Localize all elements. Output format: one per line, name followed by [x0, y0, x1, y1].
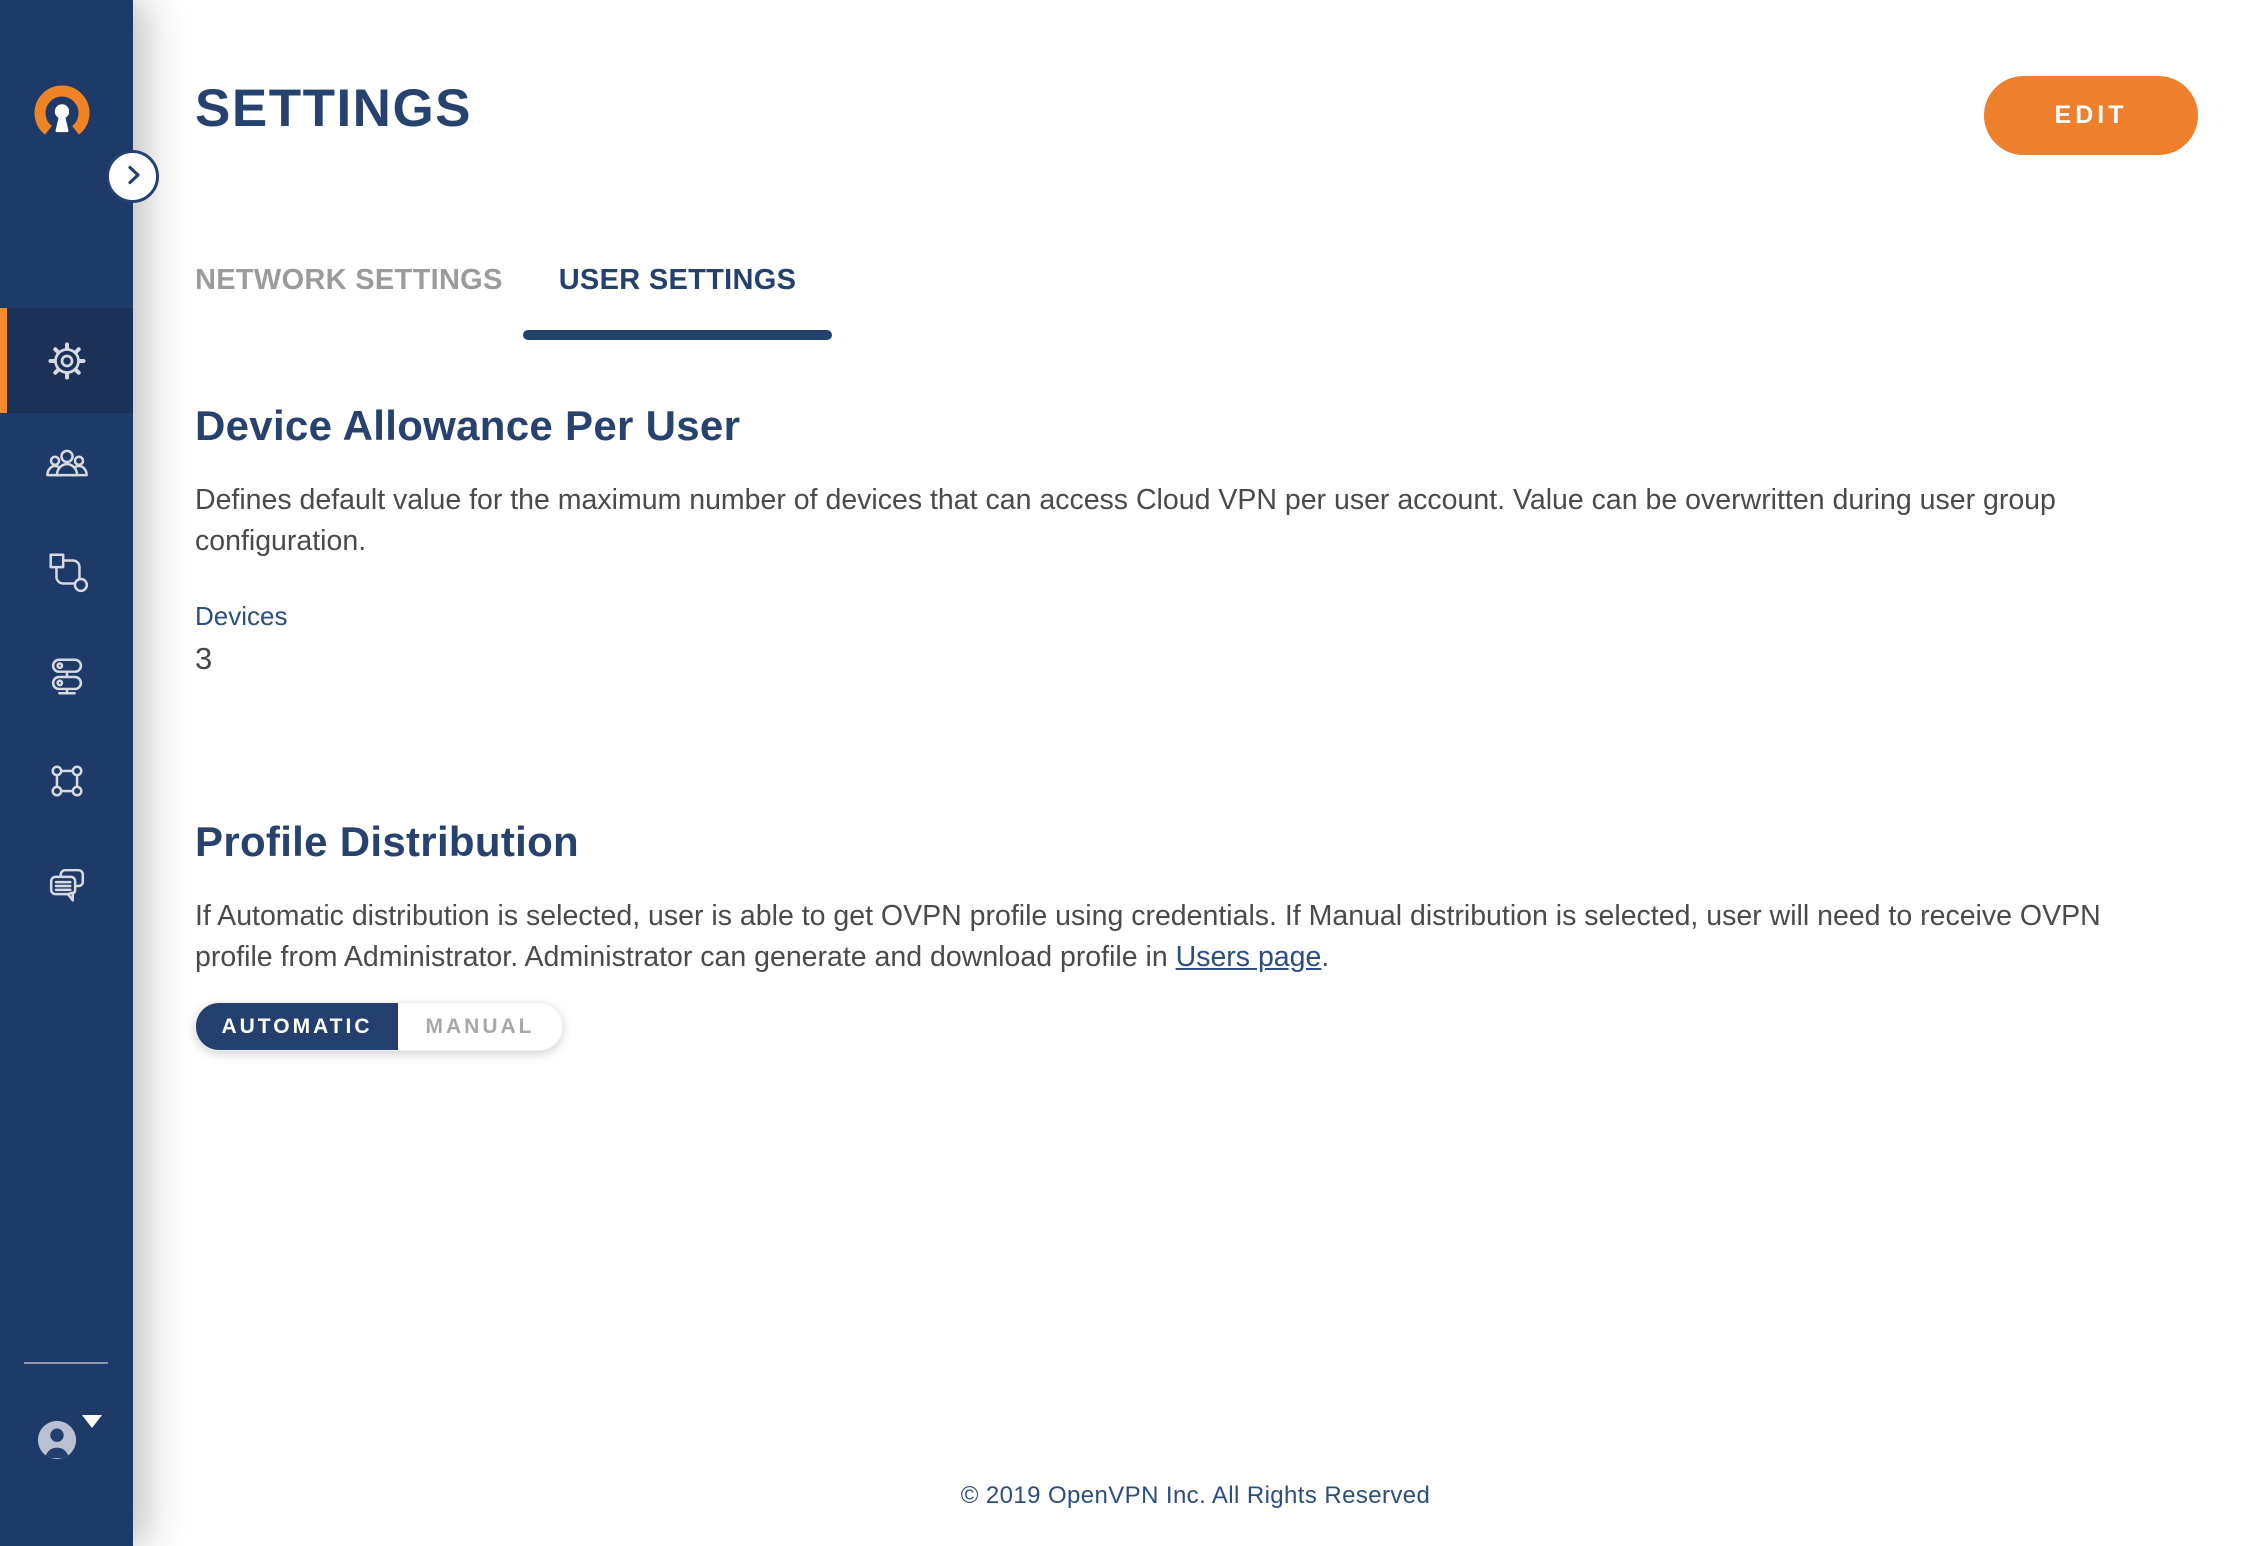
users-page-link[interactable]: Users page — [1175, 941, 1322, 973]
gear-icon — [44, 338, 90, 384]
description-text-start: If Automatic distribution is selected, user is able to get OVPN profile using credentials. If Manual distribution is selected, user will need to receive OVPN profile from Administrator. Administrator can generate and download profile in — [195, 900, 2101, 973]
device-allowance-title: Device Allowance Per User — [195, 402, 741, 449]
copyright-footer: © 2019 OpenVPN Inc. All Rights Reserved — [960, 1482, 1431, 1509]
avatar-icon — [36, 1419, 78, 1466]
sidebar-item-settings[interactable] — [0, 308, 133, 413]
sidebar-item-connectors[interactable] — [0, 728, 133, 833]
profile-distribution-section — [195, 816, 2198, 1051]
sidebar — [0, 0, 133, 1546]
network-node-icon — [44, 548, 90, 594]
openvpn-logo[interactable] — [31, 85, 93, 147]
sidebar-item-hosts[interactable] — [0, 623, 133, 728]
active-tab-underline — [523, 330, 833, 340]
page-header — [195, 76, 2198, 155]
devices-field-value: 3 — [195, 641, 213, 676]
device-allowance-description: Defines default value for the maximum number of devices that can access Cloud VPN per user account. Value can be overwritten during user group configuration. — [195, 484, 2056, 557]
chat-log-icon — [44, 863, 90, 909]
chevron-right-icon — [120, 162, 146, 191]
sidebar-divider — [24, 1362, 108, 1364]
toggle-option-manual[interactable]: MANUAL — [398, 1003, 562, 1050]
tab-user-settings-label: USER SETTINGS — [558, 264, 797, 296]
toggle-option-automatic[interactable]: AUTOMATIC — [196, 1003, 398, 1050]
active-accent-bar — [0, 308, 7, 413]
tab-network-settings[interactable]: NETWORK SETTINGS — [195, 264, 503, 296]
main-content — [133, 0, 2258, 1546]
tab-bar — [195, 262, 796, 298]
description-text-end: . — [1321, 941, 1330, 973]
edit-button[interactable]: EDIT — [1984, 76, 2198, 155]
device-allowance-section — [195, 400, 2198, 678]
sidebar-item-logs[interactable] — [0, 833, 133, 938]
profile-distribution-toggle — [195, 1002, 563, 1051]
sidebar-item-users[interactable] — [0, 413, 133, 518]
user-menu-button[interactable] — [36, 1415, 106, 1467]
profile-distribution-title: Profile Distribution — [195, 818, 579, 865]
tab-user-settings[interactable] — [559, 262, 797, 298]
server-stack-icon — [44, 653, 90, 699]
sidebar-nav — [0, 308, 133, 938]
devices-field-label: Devices — [195, 601, 288, 631]
profile-distribution-description — [195, 896, 2105, 978]
sidebar-expand-button[interactable] — [106, 150, 159, 203]
page-title: SETTINGS — [195, 79, 473, 138]
mesh-square-icon — [44, 758, 90, 804]
sidebar-item-networks[interactable] — [0, 518, 133, 623]
users-group-icon — [44, 443, 90, 489]
devices-field — [195, 600, 2198, 678]
caret-down-icon — [82, 1415, 102, 1428]
